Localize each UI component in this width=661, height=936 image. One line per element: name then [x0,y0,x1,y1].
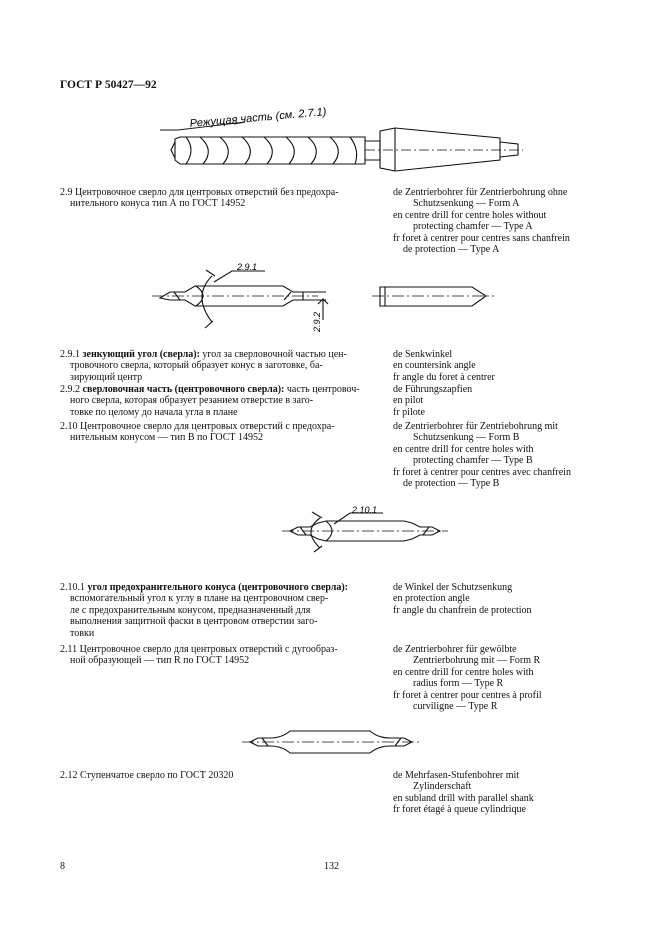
section-2-9-2-ru: 2.9.2 сверловочная часть (центровочного сверла): часть центровоч- ного сверла, которая образует резанием отверстие в заго- товке по целому до начала угла в плане [60,384,360,418]
section-2-10-translations: de Zentrierbohrer für Zentriebohrung mit Schutzsenkung — Form B en centre drill for centre holes with protecting chamfer — Type B fr foret à centrer pour centres avec chanfrein de protection — Type B [393,421,571,490]
section-2-12-ru: 2.12 Ступенчатое сверло по ГОСТ 20320 [60,770,234,781]
fig2-label-a: 2.9.1 [237,262,258,272]
section-2-9-translations: de Zentrierbohrer für Zentrierbohrung ohne Schutzsenkung — Form A en centre drill for centre holes without protecting chamfer — Type A fr foret à centrer pour centres sans chanfrein de protection — Type A [393,187,570,256]
fig1-label: Режущая часть (см. 2.7.1) [189,106,327,130]
section-2-9-ru: 2.9 Центровочное сверло для центровых отверстий без предохра- нительного конуса тип А по ГОСТ 14952 [60,187,339,210]
section-2-10-1-ru: 2.10.1 угол предохранительного конуса (центровочного сверла): вспомогательный угол к углу в плане на центровочном свер- ле с предохранительным конусом, предназначенный для выполнения защитной фаски в центровом отверстии заго- товки [60,582,349,639]
section-2-10-ru: 2.10 Центровочное сверло для центровых отверстий с предохра- нительным конусом — тип В по ГОСТ 14952 [60,421,335,444]
section-2-12-translations: de Mehrfasen-Stufenbohrer mit Zylinderschaft en subland drill with parallel shank fr foret étagé à queue cylindrique [393,770,534,816]
section-2-9-2-translations: de Führungszapfien en pilot fr pilote [393,384,473,418]
fig3-label: 2.10.1 [352,505,378,515]
section-2-9-1-translations: de Senkwinkel en countersink angle fr angle du foret à centrer [393,349,495,383]
section-2-11-translations: de Zentrierbohrer für gewölbte Zentrierbohrung mit — Form R en centre drill for centre holes with radius form — Type R fr foret à centrer pour centres à profil curviligne — Type R [393,644,542,713]
standard-number: ГОСТ Р 50427—92 [60,79,157,91]
page-number-left: 8 [60,861,65,872]
fig2-label-b: 2.9.2 [312,311,322,332]
section-2-11-ru: 2.11 Центровочное сверло для центровых отверстий с дугообраз- ной образующей — тип R по ГОСТ 14952 [60,644,338,667]
page-number-center: 132 [324,861,339,872]
section-2-9-1-ru: 2.9.1 зенкующий угол (сверла): угол за сверловочной частью цен- тровочного сверла, который образует конус в заготовке, ба- зирующий центр [60,349,347,383]
section-2-10-1-translations: de Winkel der Schutzsenkung en protection angle fr angle du chanfrein de protection [393,582,532,616]
